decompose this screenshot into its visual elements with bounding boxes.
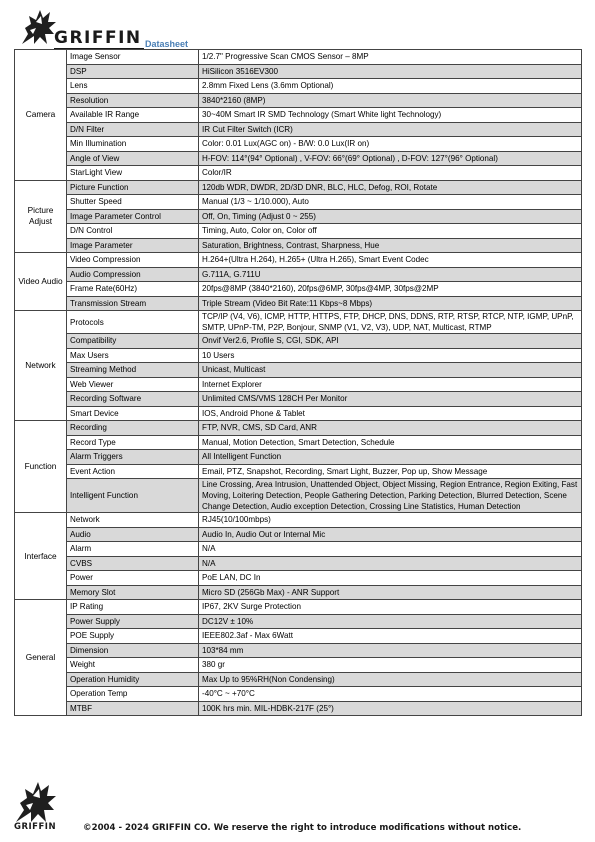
spec-row [15,479,582,513]
spec-row [15,224,582,239]
spec-label: Compatibility [67,334,199,349]
group-label: Video Audio [15,253,67,311]
spec-row [15,50,582,65]
spec-row [15,406,582,421]
spec-row [15,296,582,311]
spec-row [15,629,582,644]
spec-value: All Intelligent Function [199,450,582,465]
spec-row [15,513,582,528]
spec-value: FTP, NVR, CMS, SD Card, ANR [199,421,582,436]
spec-value: Line Crossing, Area Intrusion, Unattended Object, Object Missing, Region Entrance, Region Exiting, Fast Moving, Loitering Detection, People Gathering Detection, Parking Detection, Blurred Detection, Scene Change Detection, Audio exception Detection, Crossing Line Statistics, Human Detection [199,479,582,513]
spec-value: H-FOV: 114°(94° Optional) , V-FOV: 66°(69° Optional) , D-FOV: 127°(96° Optional) [199,151,582,166]
spec-row [15,701,582,716]
spec-label: Alarm Triggers [67,450,199,465]
spec-label: Lens [67,79,199,94]
spec-label: Network [67,513,199,528]
spec-value: HiSilicon 3516EV300 [199,64,582,79]
spec-value: IR Cut Filter Switch (ICR) [199,122,582,137]
spec-row [15,122,582,137]
group-label: Network [15,311,67,421]
footer-brand-name: GRIFFIN [14,822,57,832]
spec-value: Audio In, Audio Out or Internal Mic [199,527,582,542]
spec-row [15,209,582,224]
spec-label: Max Users [67,348,199,363]
spec-value: PoE LAN, DC In [199,571,582,586]
spec-value: IP67, 2KV Surge Protection [199,600,582,615]
spec-row [15,137,582,152]
spec-value: Timing, Auto, Color on, Color off [199,224,582,239]
spec-row [15,527,582,542]
griffin-footer-logo-icon [10,776,62,824]
spec-row [15,180,582,195]
spec-label: Operation Humidity [67,672,199,687]
spec-label: StarLight View [67,166,199,181]
spec-label: Memory Slot [67,585,199,600]
spec-row [15,64,582,79]
spec-label: D/N Filter [67,122,199,137]
spec-label: Intelligent Function [67,479,199,513]
spec-row [15,195,582,210]
spec-value: Micro SD (256Gb Max) - ANR Support [199,585,582,600]
spec-value: 380 gr [199,658,582,673]
spec-row [15,267,582,282]
spec-label: Image Sensor [67,50,199,65]
spec-table [14,49,582,716]
spec-label: Alarm [67,542,199,557]
spec-row [15,556,582,571]
spec-value: 30~40M Smart IR SMD Technology (Smart White light Technology) [199,108,582,123]
spec-row [15,643,582,658]
spec-value: Unicast, Multicast [199,363,582,378]
spec-label: Video Compression [67,253,199,268]
spec-label: Smart Device [67,406,199,421]
spec-label: Audio [67,527,199,542]
spec-row [15,79,582,94]
spec-label: Min Illumination [67,137,199,152]
spec-label: IP Rating [67,600,199,615]
spec-value: Manual, Motion Detection, Smart Detection, Schedule [199,435,582,450]
spec-label: Web Viewer [67,377,199,392]
spec-row [15,658,582,673]
spec-value: 3840*2160 (8MP) [199,93,582,108]
spec-value: Onvif Ver2.6, Profile S, CGI, SDK, API [199,334,582,349]
spec-label: Image Parameter [67,238,199,253]
spec-label: Image Parameter Control [67,209,199,224]
spec-label: MTBF [67,701,199,716]
spec-value: TCP/IP (V4, V6), ICMP, HTTP, HTTPS, FTP, DHCP, DNS, DDNS, RTP, RTSP, RTCP, NTP, IGMP, UPnP, SMTP, UPnP-TM, P2P, Bonjour, SNMP (V1, V2, V3), UDP, NAT, Multicast, RTMP [199,311,582,334]
spec-label: Recording Software [67,392,199,407]
copyright-notice: ©2004 - 2024 GRIFFIN CO. We reserve the right to introduce modifications without notice. [83,823,522,833]
spec-label: Streaming Method [67,363,199,378]
spec-label: Picture Function [67,180,199,195]
spec-row [15,253,582,268]
group-label: General [15,600,67,716]
spec-value: Saturation, Brightness, Contrast, Sharpness, Hue [199,238,582,253]
spec-row [15,282,582,297]
spec-value: N/A [199,556,582,571]
spec-row [15,435,582,450]
spec-value: Unlimited CMS/VMS 128CH Per Monitor [199,392,582,407]
spec-row [15,687,582,702]
spec-value: H.264+(Ultra H.264), H.265+ (Ultra H.265), Smart Event Codec [199,253,582,268]
spec-label: Record Type [67,435,199,450]
spec-row [15,585,582,600]
spec-row [15,238,582,253]
spec-label: Frame Rate(60Hz) [67,282,199,297]
spec-label: Dimension [67,643,199,658]
spec-row [15,166,582,181]
spec-row [15,108,582,123]
spec-label: Protocols [67,311,199,334]
spec-value: Max Up to 95%RH(Non Condensing) [199,672,582,687]
spec-value: G.711A, G.711U [199,267,582,282]
spec-row [15,614,582,629]
spec-row [15,571,582,586]
spec-value: RJ45(10/100mbps) [199,513,582,528]
spec-label: Operation Temp [67,687,199,702]
group-label: Function [15,421,67,513]
spec-label: CVBS [67,556,199,571]
spec-row [15,464,582,479]
spec-value: 100K hrs min. MIL-HDBK-217F (25°) [199,701,582,716]
spec-row [15,421,582,436]
spec-value: Internet Explorer [199,377,582,392]
spec-label: Power [67,571,199,586]
spec-label: Available IR Range [67,108,199,123]
spec-label: Power Supply [67,614,199,629]
spec-value: Color: 0.01 Lux(AGC on) - B/W: 0.0 Lux(IR on) [199,137,582,152]
brand-name: GRIFFIN [54,28,142,48]
spec-value: IEEE802.3af - Max 6Watt [199,629,582,644]
spec-value: 1/2.7" Progressive Scan CMOS Sensor – 8MP [199,50,582,65]
spec-value: Email, PTZ, Snapshot, Recording, Smart Light, Buzzer, Pop up, Show Message [199,464,582,479]
document-subtitle: Datasheet [145,39,189,49]
spec-label: Recording [67,421,199,436]
spec-row [15,348,582,363]
spec-label: Resolution [67,93,199,108]
spec-value: 20fps@8MP (3840*2160), 20fps@6MP, 30fps@4MP, 30fps@2MP [199,282,582,297]
spec-label: POE Supply [67,629,199,644]
spec-row [15,542,582,557]
spec-row [15,151,582,166]
spec-value: 10 Users [199,348,582,363]
spec-label: D/N Control [67,224,199,239]
spec-label: DSP [67,64,199,79]
spec-value: Triple Stream (Video Bit Rate:11 Kbps~8 Mbps) [199,296,582,311]
spec-value: 120db WDR, DWDR, 2D/3D DNR, BLC, HLC, Defog, ROI, Rotate [199,180,582,195]
spec-label: Transmission Stream [67,296,199,311]
group-label: Picture Adjust [15,180,67,253]
spec-row [15,450,582,465]
spec-value: IOS, Android Phone & Tablet [199,406,582,421]
spec-label: Weight [67,658,199,673]
spec-row [15,334,582,349]
spec-value: 103*84 mm [199,643,582,658]
spec-row [15,600,582,615]
spec-label: Angle of View [67,151,199,166]
spec-label: Audio Compression [67,267,199,282]
spec-value: 2.8mm Fixed Lens (3.6mm Optional) [199,79,582,94]
spec-value: Manual (1/3 ~ 1/10.000), Auto [199,195,582,210]
spec-value: Off, On, Timing (Adjust 0 ~ 255) [199,209,582,224]
spec-value: Color/IR [199,166,582,181]
spec-value: -40°C ~ +70°C [199,687,582,702]
group-label: Interface [15,513,67,600]
page-header [14,4,584,48]
spec-value: DC12V ± 10% [199,614,582,629]
spec-row [15,363,582,378]
spec-value: N/A [199,542,582,557]
group-label: Camera [15,50,67,181]
spec-label: Shutter Speed [67,195,199,210]
spec-row [15,377,582,392]
spec-row [15,311,582,334]
spec-row [15,672,582,687]
spec-label: Event Action [67,464,199,479]
spec-row [15,93,582,108]
spec-row [15,392,582,407]
